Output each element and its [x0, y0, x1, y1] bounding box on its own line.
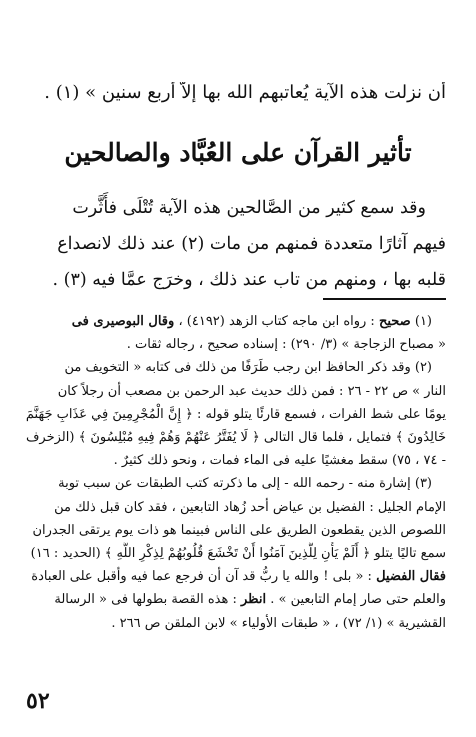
footnote-2-line: - ٧٤ ، ٧٥) سقط مغشيًا عليه فى الماء فمات ، ونحو ذلك كثيرٌ . — [113, 453, 446, 469]
reference-label: انظر — [241, 592, 267, 608]
footnote-3-line: اللصوص الذين يقطعون الطريق على الناس فبينما هو ذات يوم يرتقى الجدران — [32, 522, 446, 538]
footnote-1-line: « مصباح الزجاجة » (٣/ ٢٩٠) : إسناده صحيح ، رجاله ثقات . — [126, 337, 446, 353]
footnote-text: : « بلى ! والله يا ربُّ قد آن أن فرجع عما فيه وأقبل على العبادة — [31, 569, 372, 585]
footnote-1-line — [22, 310, 446, 333]
page-number: ٥٢ — [26, 688, 50, 714]
grading-label: صحيح — [378, 314, 411, 329]
footnote-2-line: (٢) وقد ذكر الحافظ ابن رجب طَرَفًا من ذلك فى كتابه « التخويف من — [64, 360, 432, 376]
footnote-separator — [323, 298, 446, 300]
footnote-marker: (١) — [414, 314, 432, 329]
footnote-2-line: خَالِدُونَ ﴾ فتمايل ، فلما قال التالى ﴿ لَا يُفَتَّرُ عَنْهُمْ وَهُمْ فِيهِ مُبْلِسُونَ ﴾ (الزخرف — [25, 430, 446, 446]
main-paragraph — [22, 190, 446, 298]
body-line: فيهم آثارًا متعددة فمنهم من مات (٢) عند ذلك لانصداع — [57, 234, 446, 254]
footnote-2-line: النار » ص ٢٢ - ٢٦ : فمن ذلك حديث عبد الرحمن بن مصعب أن رجلاً كان — [57, 383, 446, 399]
footnote-3-line: الإمام الجليل : الفضيل بن عياض أحد زُهاد التابعين ، فقد كان قبل ذلك من — [54, 499, 446, 515]
footnote-text: : رواه ابن ماجه كتاب الزهد (٤١٩٢) ، — [178, 314, 375, 329]
footnote-text: والعلم حتى صار إمام التابعين » . — [270, 592, 446, 608]
continuation-line: أن نزلت هذه الآية يُعاتبهم الله بها إلاَّ أربع سنين » (١) . — [44, 82, 446, 103]
footnote-2-line: يومًا على شط الفرات ، فسمع قارئًا يتلو قوله : ﴿ إِنَّ الْمُجْرِمِينَ فِي عَذَابِ جَهَنَّمَ — [25, 406, 446, 422]
footnote-3-line: القشيرية » (١/ ٧٢) ، « طبقات الأولياء » لابن الملقن ص ٢٦٦ . — [111, 615, 446, 631]
section-heading: تأثير القرآن على العُبَّاد والصالحين — [64, 138, 412, 167]
scholar-quote-label: وقال البوصيرى فى — [71, 314, 175, 329]
footnote-3-line: (٣) إشارة منه - رحمه الله - إلى ما ذكرته كتب الطبقات عن سبب توبة — [58, 476, 432, 492]
footnote-3-line — [22, 565, 446, 588]
body-line: قلبه بها ، ومنهم من تاب عند ذلك ، وخرَج عمَّا فيه (٣) . — [52, 270, 446, 290]
footnote-3-line: سمع تاليًا يتلو ﴿ أَلَمْ يَأْنِ لِلَّذِينَ آمَنُوا أَنْ تَخْشَعَ قُلُوبُهُمْ لِذِكْرِ اللَّهِ ﴾ (الحديد : ١٦) — [30, 546, 446, 562]
footnote-3-line — [22, 588, 446, 611]
speaker-label: فقال الفضيل — [376, 569, 446, 585]
footnotes — [22, 310, 446, 635]
body-line: وقد سمع كثير من الصَّالحين هذه الآية تُتْلَى فأَثَّرت — [72, 198, 426, 218]
footnote-text: : هذه القصة بطولها فى « الرسالة — [54, 592, 237, 608]
